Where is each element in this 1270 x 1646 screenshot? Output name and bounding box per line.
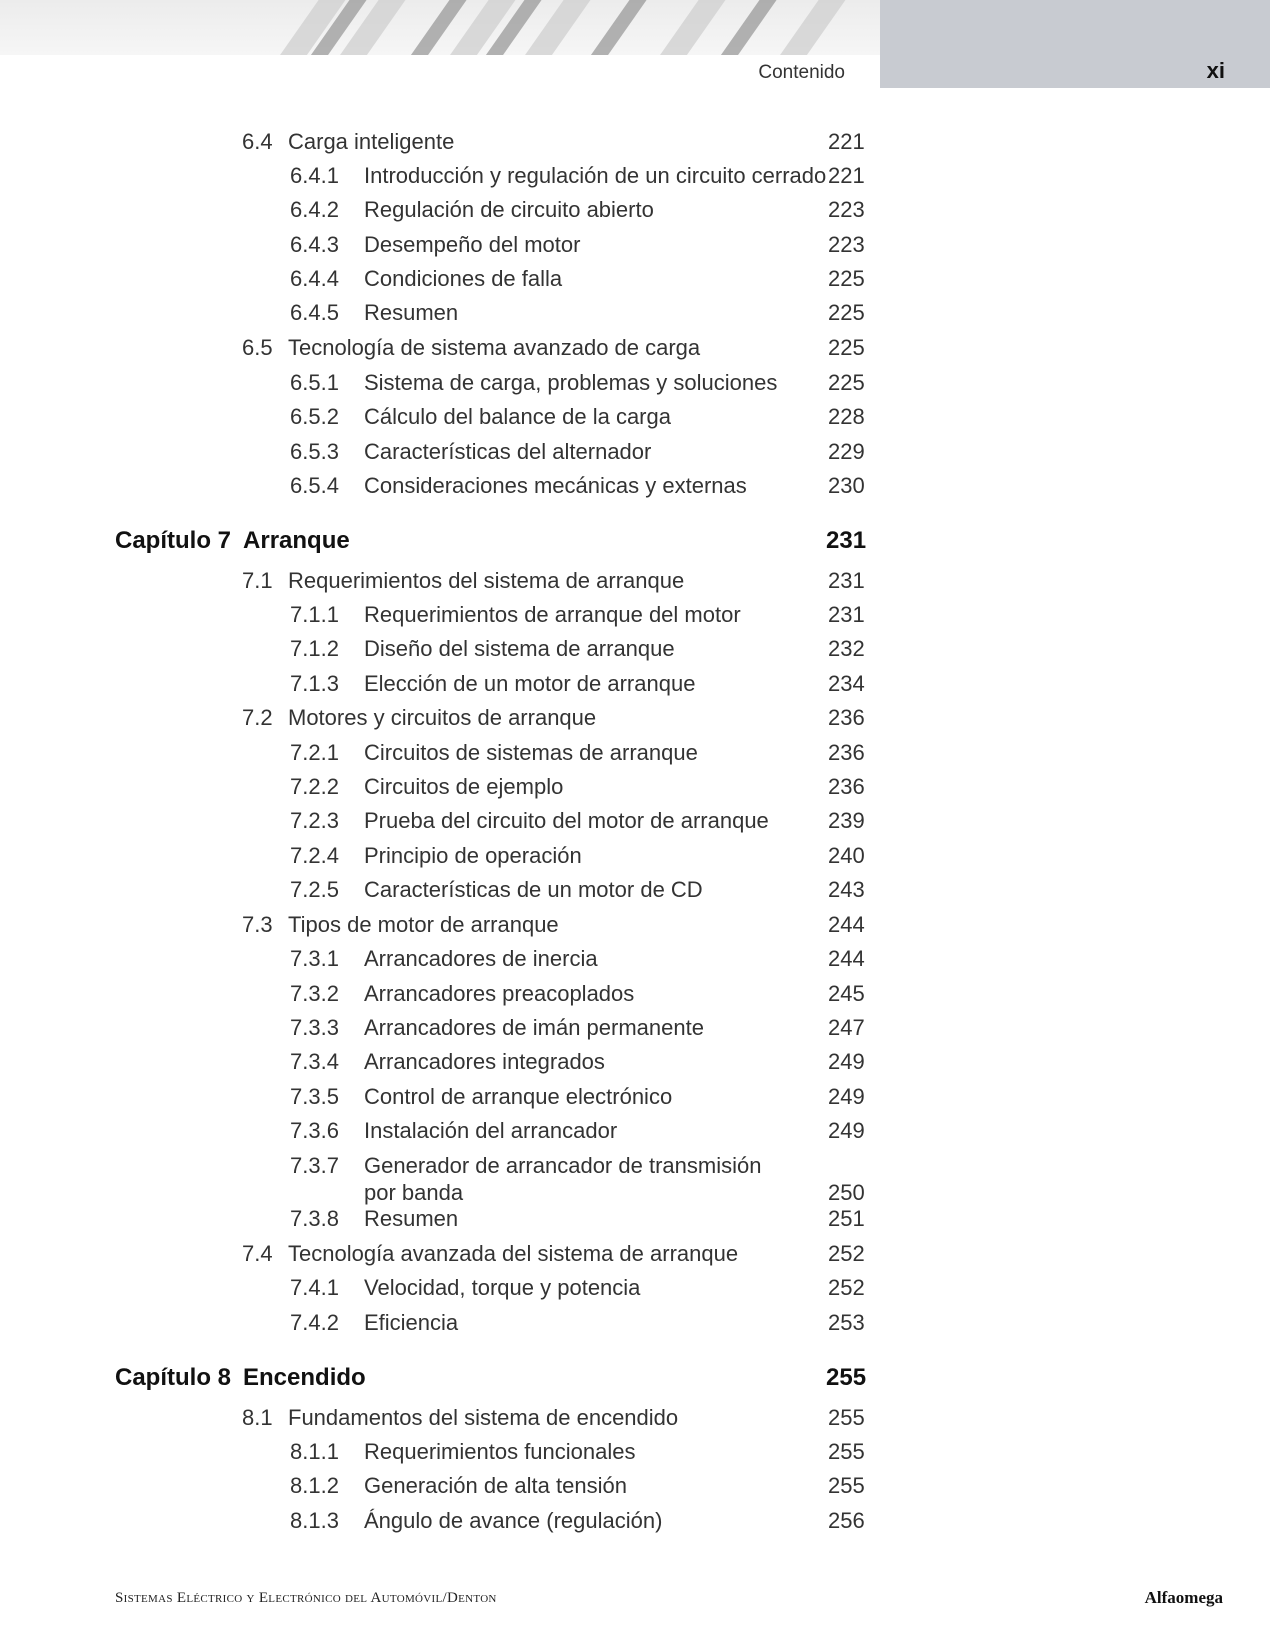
section-title: Prueba del circuito del motor de arranque — [364, 808, 769, 833]
section-page-number: 252 — [828, 1241, 865, 1266]
section-title: Requerimientos del sistema de arranque — [288, 568, 685, 593]
section-title: Requerimientos funcionales — [364, 1439, 636, 1464]
section-title: Sistema de carga, problemas y soluciones — [364, 370, 778, 395]
section-page-number: 228 — [828, 404, 865, 429]
section-page-number: 255 — [828, 1439, 865, 1464]
section-number: 6.4.3 — [290, 232, 339, 257]
section-title: Resumen — [364, 300, 459, 325]
section-number: 7.4.2 — [290, 1310, 339, 1335]
section-number: 7.2.5 — [290, 877, 339, 902]
section-page-number: 234 — [828, 671, 865, 696]
section-number: 6.4.4 — [290, 266, 339, 291]
page-number: xi — [1206, 58, 1225, 83]
section-title: Motores y circuitos de arranque — [288, 705, 597, 730]
section-page-number: 230 — [828, 473, 865, 498]
section-title: Tecnología avanzada del sistema de arranque — [288, 1241, 739, 1266]
section-number: 6.5.4 — [290, 473, 339, 498]
section-page-number: 240 — [828, 843, 865, 868]
section-number: 6.4.2 — [290, 197, 339, 222]
section-title: Introducción y regulación de un circuito cerrado — [364, 163, 827, 188]
section-number: 7.2.4 — [290, 843, 339, 868]
section-title: Características del alternador — [364, 439, 652, 464]
section-page-number: 245 — [828, 981, 865, 1006]
section-number: 6.5 — [242, 335, 273, 360]
section-page-number: 236 — [828, 774, 865, 799]
section-title: Características de un motor de CD — [364, 877, 703, 902]
section-page-number: 249 — [828, 1049, 865, 1074]
section-title: Generador de arrancador de transmisión — [364, 1153, 762, 1178]
section-number: 7.2.2 — [290, 774, 339, 799]
section-title-continuation: por banda — [364, 1180, 464, 1205]
section-title: Control de arranque electrónico — [364, 1084, 673, 1109]
section-page-number: 232 — [828, 636, 865, 661]
chapter-title: Encendido — [243, 1364, 366, 1391]
section-title: Consideraciones mecánicas y externas — [364, 473, 747, 498]
section-number: 6.5.2 — [290, 404, 339, 429]
running-head: Contenido — [758, 62, 845, 83]
section-title: Tecnología de sistema avanzado de carga — [288, 335, 701, 360]
section-number: 7.3.1 — [290, 946, 339, 971]
section-page-number: 244 — [828, 946, 865, 971]
section-title: Generación de alta tensión — [364, 1473, 627, 1498]
section-number: 6.4.5 — [290, 300, 339, 325]
section-number: 7.3.8 — [290, 1206, 339, 1231]
section-title: Tipos de motor de arranque — [288, 912, 559, 937]
section-title: Circuitos de sistemas de arranque — [364, 740, 698, 765]
footer-book-title: Sistemas Eléctrico y Electrónico del Automóvil/Denton — [115, 1590, 497, 1606]
section-number: 7.2 — [242, 705, 273, 730]
section-page-number: 223 — [828, 197, 865, 222]
section-number: 6.4.1 — [290, 163, 339, 188]
section-page-number: 221 — [828, 163, 865, 188]
section-title: Circuitos de ejemplo — [364, 774, 564, 799]
section-number: 8.1.1 — [290, 1439, 339, 1464]
section-number: 7.4 — [242, 1241, 273, 1266]
section-title: Arrancadores de inercia — [364, 946, 598, 971]
section-number: 7.2.1 — [290, 740, 339, 765]
section-page-number: 225 — [828, 300, 865, 325]
section-title: Desempeño del motor — [364, 232, 581, 257]
section-title: Ángulo de avance (regulación) — [364, 1508, 663, 1533]
section-number: 7.3.2 — [290, 981, 339, 1006]
section-page-number: 249 — [828, 1084, 865, 1109]
section-number: 7.1.1 — [290, 602, 339, 627]
section-number: 7.1 — [242, 568, 273, 593]
header-decorative-banner — [0, 0, 880, 55]
section-title: Arrancadores preacoplados — [364, 981, 635, 1006]
section-title: Fundamentos del sistema de encendido — [288, 1405, 679, 1430]
chapter-heading — [115, 1364, 366, 1392]
section-title: Requerimientos de arranque del motor — [364, 602, 741, 627]
chapter-heading — [115, 527, 350, 555]
section-page-number: 243 — [828, 877, 865, 902]
section-number: 6.5.3 — [290, 439, 339, 464]
section-title: Regulación de circuito abierto — [364, 197, 654, 222]
chapter-number: Capítulo 7 — [115, 527, 232, 554]
section-title: Condiciones de falla — [364, 266, 563, 291]
section-title: Velocidad, torque y potencia — [364, 1275, 641, 1300]
header-underline — [0, 55, 880, 88]
section-number: 6.4 — [242, 129, 273, 154]
chapter-title: Arranque — [243, 527, 350, 554]
section-page-number: 252 — [828, 1275, 865, 1300]
section-title: Instalación del arrancador — [364, 1118, 618, 1143]
section-title: Eficiencia — [364, 1310, 459, 1335]
section-number: 7.3.7 — [290, 1153, 339, 1178]
section-page-number: 225 — [828, 370, 865, 395]
chapter-page-number: 255 — [826, 1364, 867, 1391]
section-title: Carga inteligente — [288, 129, 455, 154]
section-title: Arrancadores integrados — [364, 1049, 605, 1074]
footer-publisher: Alfaomega — [1144, 1588, 1223, 1607]
section-number: 7.3.4 — [290, 1049, 339, 1074]
section-page-number: 244 — [828, 912, 865, 937]
section-title: Arrancadores de imán permanente — [364, 1015, 704, 1040]
section-number: 8.1.2 — [290, 1473, 339, 1498]
section-title: Principio de operación — [364, 843, 582, 868]
section-title: Diseño del sistema de arranque — [364, 636, 675, 661]
section-page-number: 247 — [828, 1015, 865, 1040]
section-page-number: 221 — [828, 129, 865, 154]
chapter-page-number: 231 — [826, 527, 867, 554]
section-page-number: 225 — [828, 266, 865, 291]
section-page-number: 236 — [828, 705, 865, 730]
section-page-number: 255 — [828, 1405, 865, 1430]
section-number: 7.1.2 — [290, 636, 339, 661]
section-page-number: 251 — [828, 1206, 865, 1231]
section-page-number: 256 — [828, 1508, 865, 1533]
section-page-number: 253 — [828, 1310, 865, 1335]
section-title: Elección de un motor de arranque — [364, 671, 696, 696]
section-title: Cálculo del balance de la carga — [364, 404, 671, 429]
section-number: 7.4.1 — [290, 1275, 339, 1300]
section-page-number: 239 — [828, 808, 865, 833]
section-page-number: 255 — [828, 1473, 865, 1498]
section-page-number: 223 — [828, 232, 865, 257]
section-page-number: 231 — [828, 568, 865, 593]
section-number: 6.5.1 — [290, 370, 339, 395]
section-number: 7.3 — [242, 912, 273, 937]
section-page-number: 229 — [828, 439, 865, 464]
section-page-number: 225 — [828, 335, 865, 360]
section-page-number: 236 — [828, 740, 865, 765]
section-number: 8.1 — [242, 1405, 273, 1430]
section-number: 7.2.3 — [290, 808, 339, 833]
section-title: Resumen — [364, 1206, 459, 1231]
chapter-number: Capítulo 8 — [115, 1364, 232, 1391]
section-number: 7.3.3 — [290, 1015, 339, 1040]
section-number: 7.3.6 — [290, 1118, 339, 1143]
section-page-number: 249 — [828, 1118, 865, 1143]
section-number: 7.3.5 — [290, 1084, 339, 1109]
section-page-number: 250 — [828, 1180, 865, 1205]
section-number: 7.1.3 — [290, 671, 339, 696]
section-number: 8.1.3 — [290, 1508, 339, 1533]
section-page-number: 231 — [828, 602, 865, 627]
